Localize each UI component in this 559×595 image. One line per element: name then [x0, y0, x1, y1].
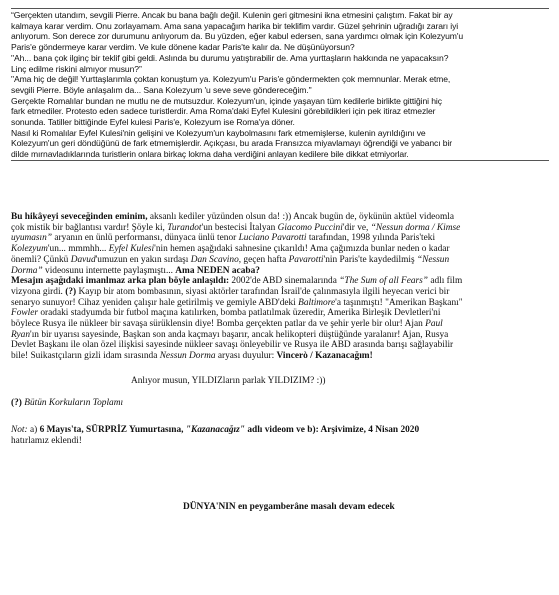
aria-quote: Vincerò / Kazanacağım! [276, 351, 373, 362]
video-title: "Kazanacağız" [185, 425, 245, 435]
story-text: 'a taşınmıştı! "Amerikan Başkanı" [335, 297, 463, 308]
dialogue-line: Linç edilme riskini almıyor musun?” [11, 63, 142, 74]
dialogue-line: kalmaya karar verdim. Onu zorlayamam. Ama sana yapacağım harika bir teklifim vardır. Güzel şehrinin uğradığı zararı iyi [11, 20, 459, 31]
dialogue-line: sonunda. Tatiller bittiğinde Eyfel kulesi Paris'e, Kolezyum ise Roma'ya döner. [11, 117, 295, 128]
story-line [11, 298, 549, 309]
dialogue-line: sevgili Pierre. Böyle anlaşalım da... Sana Kolezyum 'u seve seve göndereceğim." [11, 84, 312, 95]
place-name: Kolezyum [11, 244, 48, 255]
footnote-mark: (?) [11, 398, 22, 408]
story-text: çok mistik bir bağlantısı vardır! Şöyle ki, [11, 222, 168, 233]
note-date: 6 Mayıs'ta, SÜRPRİZ Yumurtasına, [39, 425, 186, 435]
note-line: hatırlamız eklendi! [11, 435, 82, 446]
story-text: oradaki stadyumda bir futbol maçına katılırken, bomba patlatılmak üzeredir, Amerika Birleşik Devletleri'ni [38, 308, 441, 319]
story-text: Kayıp bir atom bombasının, siyasi aktörler tarafından İsrail'de çalınmasıyla ilgili heyecan verici bir [76, 286, 450, 297]
question-highlight: Ama NEDEN acaba? [175, 265, 260, 276]
dialogue-line: "Ah... bana çok ilginç bir teklif gibi geldi. Aslında bu durumu yatıştırabilir de. Ama yurttaşların hakkında ne yapacaksın? [11, 52, 449, 63]
story-line [11, 266, 549, 277]
story-line [11, 212, 549, 223]
story-text: videosunu internette paylaşmıştı... [42, 265, 176, 276]
story-text: vizyona girdi. [11, 286, 66, 297]
story-line [11, 330, 549, 341]
person-name: Davud [70, 254, 96, 265]
note-date: adlı videom ve b): Arşivimize, 4 Nisan 2020 [244, 425, 420, 435]
story-text: senaryo sunuyor! Cihaz yeniden çalışır hale getirilmiş ve gemiyle ABD'deki [11, 297, 299, 308]
story-text: 'un bestecisi İtalyan [201, 222, 278, 233]
place-name: Eyfel Kulesi [108, 244, 155, 255]
story-line [11, 287, 549, 298]
dialogue-line: “Gerçekten utandım, sevgili Pierre. Ancak bu bana bağlı değil. Kulenin geri gitmesini ikna etmesini çalıştım. Fakat bir ay [11, 10, 453, 20]
dialogue-line: fark etmediler. Protesto eden sadece turistlerdir. Ama Roma'daki Eyfel Kulesini görebildikleri için pek itiraz etmezler [11, 106, 436, 117]
place-name: Baltimore [298, 297, 336, 308]
aria-title: uyumasın” [11, 233, 53, 244]
tenor-name: Pavarotti [288, 254, 324, 265]
footnote-mark: (?) [65, 286, 77, 297]
story-line [11, 244, 549, 255]
story-text: 'un... mmmhh... [47, 244, 109, 255]
dialogue-section [11, 8, 549, 161]
person-name: Ryan [11, 329, 31, 340]
story-line [11, 276, 549, 287]
story-text: 'ın bir uyarısı sayesinde, Başkan son anda kaçmayı başarır, ancak helikopteri düştüğünde yaralanır! Ajan, Rusya [30, 329, 449, 340]
aria-title: “Nessun dorma / Kimse [370, 222, 461, 233]
story-text: tarafından, 1998 yılında Paris'teki [306, 233, 436, 244]
story-text: , geçen hafta [238, 254, 289, 265]
dialogue-line: dilde mırnavladıklarında turistlerin onlara birkaç lokma daha verdiğini anlayan kedilere bile dikkat etmiyorlar. [11, 149, 409, 160]
person-name: Fowler [11, 308, 38, 319]
story-text: 'umuzun en yakın sırdaşı [95, 254, 191, 265]
person-name: Paul [425, 319, 443, 330]
story-lead: Bu hikâyeyi seveceğinden eminim, [11, 212, 148, 222]
center-quote: Anlıyor musun, YILDIZların parlak YILDIZIM? :)) [131, 376, 326, 386]
note-block [11, 425, 541, 446]
tenor-name: Luciano Pavarotti [238, 233, 307, 244]
dialogue-line: "Ama hiç de değil! Yurttaşlarımla çoktan konuştum ya. Kolezyum'u Paris'e göndermekten çok memnunlar. Merak etme, [11, 74, 451, 85]
dialogue-line: Paris'e göndermeye karar verdim. Ve kule dönene kadar Paris'te kalır da. Ne düşünüyorsun? [11, 42, 355, 53]
footnote-text: Bütün Korkuların Toplamı [21, 398, 124, 408]
story-text: aksanlı kediler yüzünden olsun da! :)) Ancak bugün de, öykünün aktüel videomla [147, 212, 454, 222]
composer-name: Giacomo Puccini [277, 222, 343, 233]
note-text: a) [27, 425, 40, 435]
story-line [11, 340, 549, 351]
story-text: Devlet Başkanı ile olan özel ilişkisi sayesinde nükleer savaşı önleyebilir ve Rusya ile ABD arasında barışı sağlayabilir [11, 340, 454, 351]
story-text: adlı film [428, 276, 463, 287]
footnote-legend [11, 398, 123, 409]
story-text: aryası duyulur: [215, 351, 277, 362]
story-text: bile! Suikastçıların gizli idam sırasında [11, 351, 160, 362]
note-line [11, 425, 541, 436]
story-text: önemli? Çünkü [11, 254, 71, 265]
story-line [11, 223, 549, 234]
story-text: 'nin hemen aşağıdaki sahnesine çıkarıldı! Ama çağımızda bunlar neden o kadar [154, 244, 450, 255]
dialogue-line: Kolezyum'un geri döndüğünü de fark etmemişlerdir. Açıkçası, bu arada Fransızca miyavlamayı öğrendiği ve yabancı bir [11, 138, 453, 149]
aria-title: “Nessun [416, 254, 450, 265]
dialogue-line: anlıyorum. Son derece zor durumunu anlıyorum da. Bu yüzden, eğer kabul edersen, sana yardımcı olmak için Kolezyum'u [11, 31, 464, 42]
story-line [11, 308, 549, 319]
story-line [11, 255, 549, 266]
dialogue-line: Gerçekte Romalılar bundan ne mutlu ne de mutsuzdur. Kolezyum'un, içinde yaşayan tüm kedilerle birlikte gittiğini hiç [11, 95, 442, 106]
message-highlight: Mesajın aşağıdaki imanlmaz arka plan böyle anlaşıldı: [11, 276, 230, 287]
note-label: Not: [11, 425, 28, 435]
story-line [11, 351, 549, 362]
story-line [11, 233, 549, 244]
aria-title: Dorma” [11, 265, 43, 276]
story-paragraph [11, 212, 549, 362]
story-text: 'dir ve, [342, 222, 371, 233]
film-title: “The Sum of all Fears” [339, 276, 428, 287]
story-text: böylece Rusya ile nükleer bir savaşa sürüklensin diye! Bomba gerçekten patlar da ve şehir yerle bir olur! Ajan [11, 319, 426, 330]
story-text: 'nin Paris'te kaydedilmiş [323, 254, 417, 265]
opera-title: Turandot [167, 222, 202, 233]
closing-line: DÜNYA'NIN en peygamberâne masalı devam edecek [183, 502, 395, 512]
person-name: Dan Scavino [190, 254, 239, 265]
story-line [11, 319, 549, 330]
dialogue-line: Nasıl ki Romalılar Eyfel Kulesi'nin gelişini ve Kolezyum'un kaybolmasını fark etmemişlerse, kulenin ayrıldığını ve [11, 127, 426, 138]
story-text: 2002'de ABD sinemalarında [229, 276, 340, 287]
story-text: aryanın en ünlü performansı, dünyaca ünlü tenor [52, 233, 239, 244]
aria-title: Nessun Dorma [159, 351, 216, 362]
